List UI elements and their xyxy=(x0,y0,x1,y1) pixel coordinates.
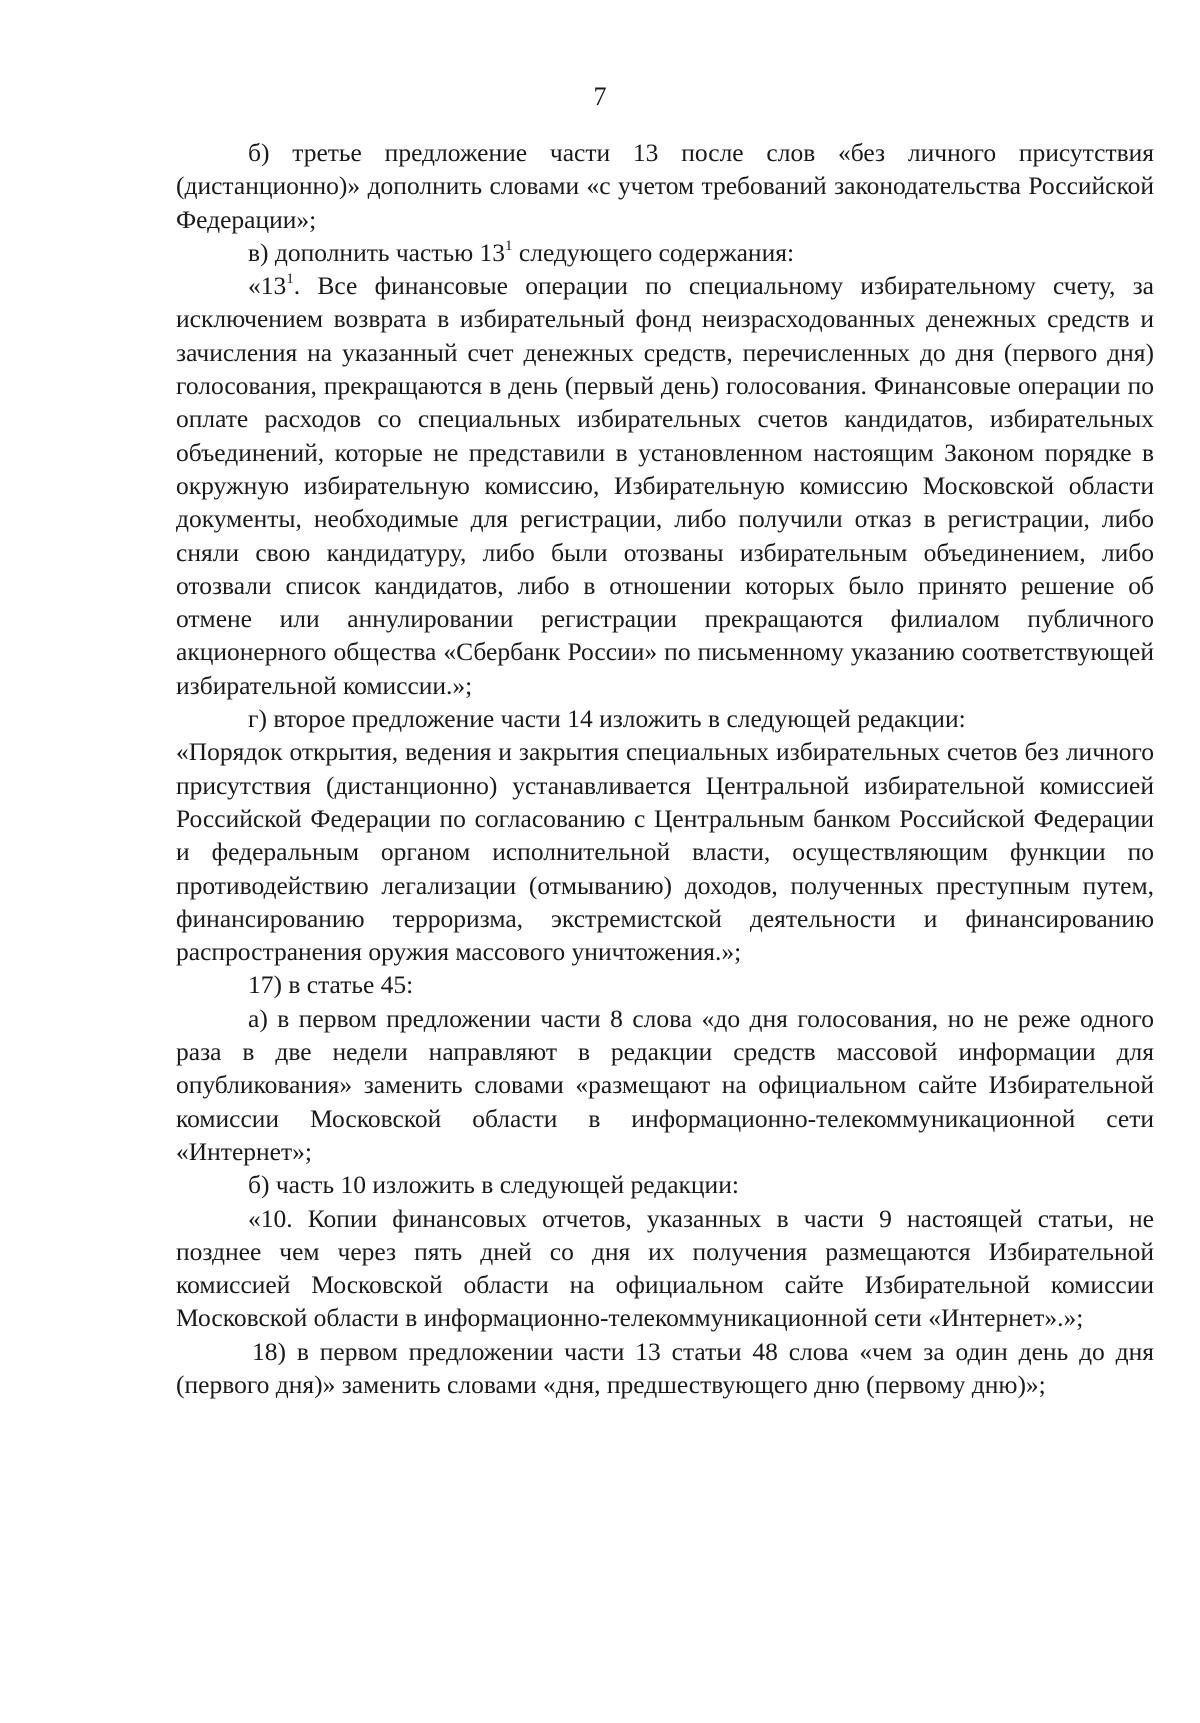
paragraph-b-part-10: б) часть 10 изложить в следующей редакции: xyxy=(248,1170,739,1200)
paragraph-g-part-14: г) второе предложение части 14 изложить в следующей редакции: xyxy=(248,704,966,734)
paragraph-a-part-8: а) в первом предложении части 8 слова «до дня голосования, но не реже одного раза в две недели направляют в редакции средств массовой информации для опубликования» заменить словами «размещают на официальном сайте Избирательной комиссии Московской области в информационно-телекоммуникационной сети «Интернет»; xyxy=(176,1003,1154,1166)
paragraph-part-13-1-content xyxy=(176,269,1154,702)
paragraph-17-article-45: 17) в статье 45: xyxy=(248,970,414,1000)
part-13-1-text-before: «13 xyxy=(248,271,287,301)
superscript-index: 1 xyxy=(505,237,513,254)
paragraph-18-article-48: 18) в первом предложении части 13 статьи 48 слова «чем за один день до дня (первого дня)» заменить словами «дня, предшествующего дню (первому дню)»; xyxy=(176,1336,1154,1399)
paragraph-v-add-part xyxy=(176,236,1154,269)
paragraph-v-text-before: в) дополнить частью 13 xyxy=(248,237,506,267)
paragraph-v-text-after: следующего содержания: xyxy=(512,237,795,267)
paragraph-part-10-content: «10. Копии финансовых отчетов, указанных в части 9 настоящей статьи, не позднее чем через пять дней со дня их получения размещаются Избирательной комиссией Московской области на официальном сайте Избирательной комиссии Московской области в информационно-телекоммуникационной сети «Интернет».»; xyxy=(176,1203,1154,1333)
paragraph-b-part-13: б) третье предложение части 13 после слов «без личного присутствия (дистанционно)» дополнить словами «с учетом требований законодательства Российской Федерации»; xyxy=(176,138,1154,234)
superscript-index: 1 xyxy=(286,271,294,288)
part-13-1-text-after: . Все финансовые операции по специальному избирательному счету, за исключением возврата в избирательный фонд неизрасходованных денежных средств и зачисления на указанный счет денежных средств, перечисленных до дня (первого дня) голосования, прекращаются в день (первый день) голосования. Финансовые операции по оплате расходов со специальных избирательных счетов кандидатов, избирательных объединений, которые не представили в установленном настоящим Законом порядке в окружную избирательную комиссию, Избирательную комиссию Московской области документы, необходимые для регистрации, либо получили отказ в регистрации, либо сняли свою кандидатуру, либо были отозваны избирательным объединением, либо отозвали список кандидатов, либо в отношении которых было принято решение об отмене или аннулировании регистрации прекращаются филиалом публичного акционерного общества «Сбербанк России» по письменному указанию соответствующей избирательной комиссии.»; xyxy=(176,271,1154,700)
paragraph-procedure-quote: «Порядок открытия, ведения и закрытия специальных избирательных счетов без личного присутствия (дистанционно) устанавливается Центральной избирательной комиссией Российской Федерации по согласованию с Центральным банком Российской Федерации и федеральным органом исполнительной власти, осуществляющим функции по противодействию легализации (отмыванию) доходов, полученных преступным путем, финансированию терроризма, экстремистской деятельности и финансированию распространения оружия массового уничтожения.»; xyxy=(176,737,1154,967)
document-body xyxy=(176,136,1154,1401)
page-number: 7 xyxy=(593,82,607,111)
